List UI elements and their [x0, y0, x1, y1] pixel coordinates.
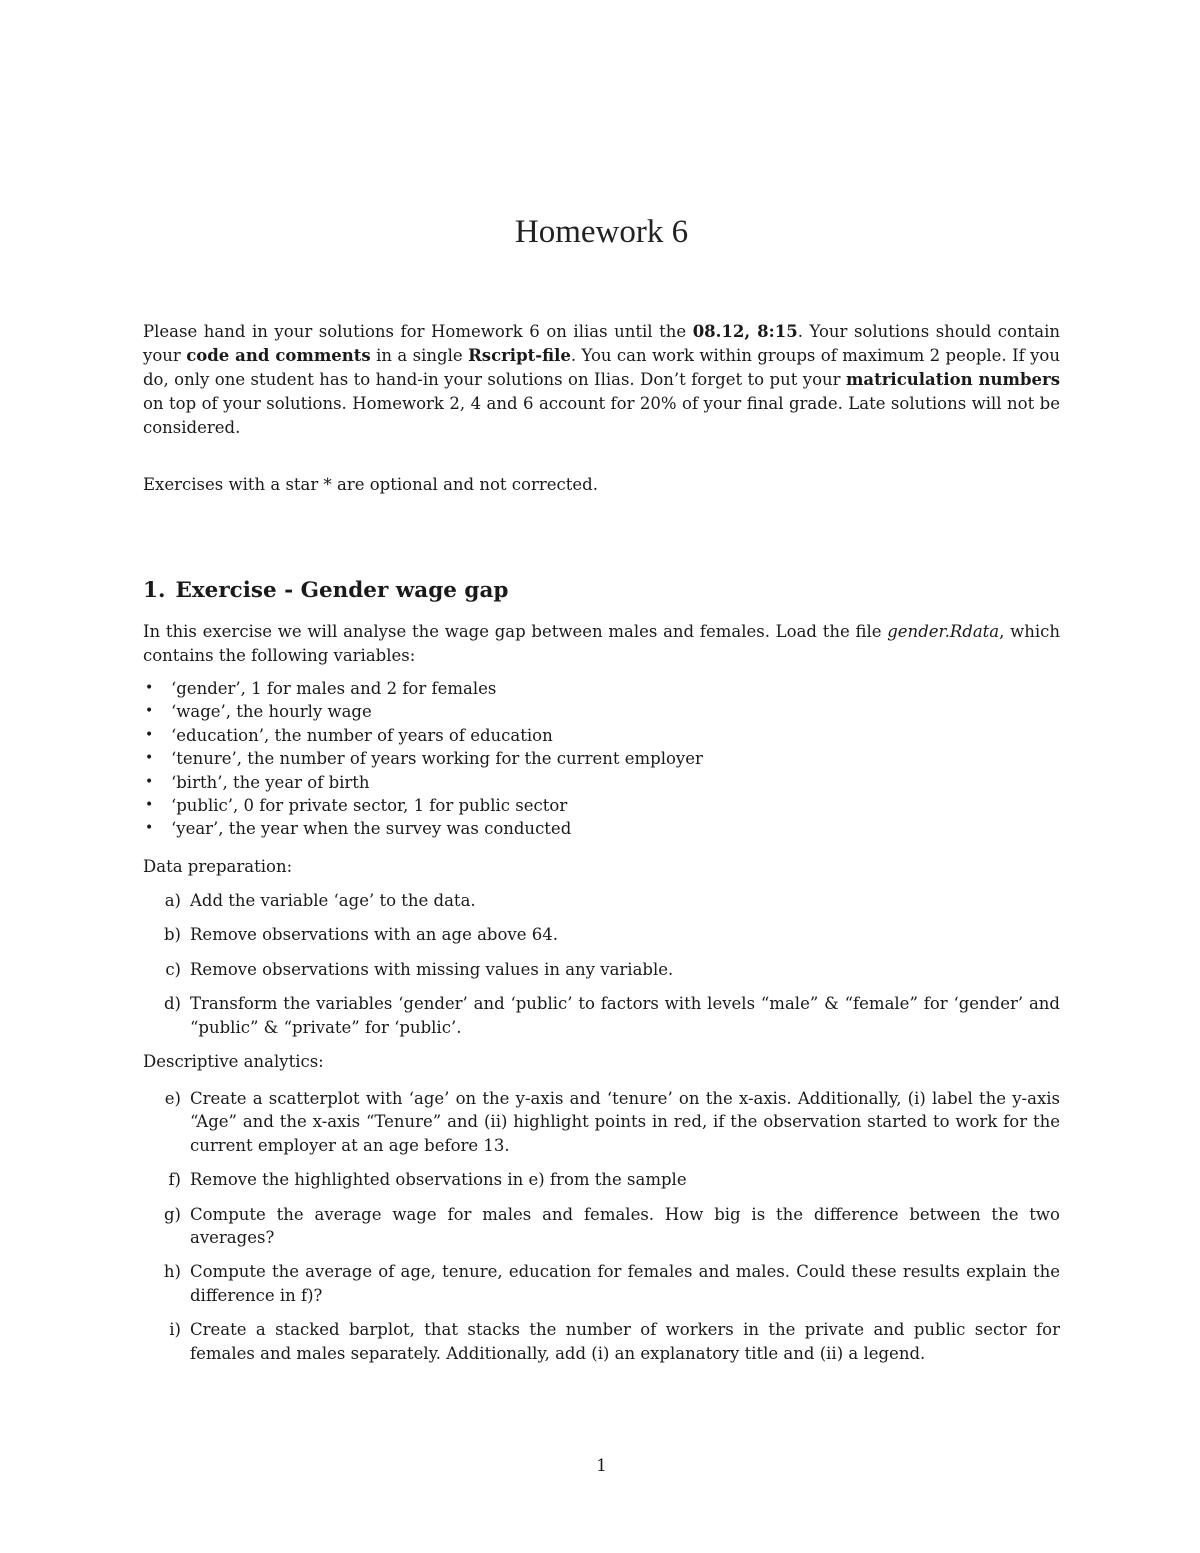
task-item — [143, 1260, 1060, 1307]
variable-text: ‘education’, the number of years of education — [171, 725, 553, 745]
variable-text: ‘public’, 0 for private sector, 1 for public sector — [171, 796, 568, 816]
page-number: 1 — [596, 1456, 607, 1475]
task-text: Remove observations with an age above 64. — [190, 925, 558, 945]
list-item — [143, 724, 703, 747]
section-title: Exercise - Gender wage gap — [175, 578, 509, 603]
section-heading — [143, 578, 508, 603]
intro-text-2: . Your solutions should contain your — [143, 322, 1060, 365]
bullet-icon: • — [145, 703, 154, 720]
task-text: Create a stacked barplot, that stacks the number of workers in the private and public sector for females and males separately. Additionally, add (i) an explanatory title and (ii) a legend. — [190, 1320, 1060, 1363]
task-item — [143, 923, 1060, 946]
variable-text: ‘year’, the year when the survey was conducted — [171, 819, 572, 839]
descriptive-analytics-tasks — [143, 1087, 1060, 1376]
task-marker: a) — [164, 891, 181, 910]
exercise-intro — [143, 620, 1060, 668]
list-item — [143, 747, 703, 770]
task-text: Remove the highlighted observations in e) from the sample — [190, 1170, 687, 1190]
task-item — [143, 1087, 1060, 1157]
bullet-icon: • — [145, 820, 154, 837]
section-number: 1. — [143, 578, 166, 603]
task-item — [143, 958, 1060, 981]
code-comments-emphasis: code and comments — [186, 346, 371, 365]
intro-text-1: Please hand in your solutions for Homework 6 on ilias until the — [143, 322, 693, 341]
variable-text: ‘tenure’, the number of years working for the current employer — [171, 749, 703, 769]
task-item — [143, 992, 1060, 1039]
optional-note: Exercises with a star * are optional and not corrected. — [143, 475, 598, 494]
task-text: Compute the average wage for males and females. How big is the difference between the two averages? — [190, 1204, 1060, 1248]
bullet-icon: • — [145, 750, 154, 767]
variable-text: ‘wage’, the hourly wage — [171, 702, 372, 722]
exercise-intro-text-1: In this exercise we will analyse the wage gap between males and females. Load the file — [143, 622, 888, 641]
task-marker: g) — [164, 1204, 181, 1224]
list-item — [143, 817, 703, 840]
task-marker: e) — [164, 1089, 181, 1108]
intro-text-5: on top of your solutions. Homework 2, 4 and 6 account for 20% of your final grade. Late solutions will not be considered. — [143, 394, 1060, 437]
deadline: 08.12, 8:15 — [692, 322, 798, 341]
task-item — [143, 1318, 1060, 1365]
intro-text-3: in a single — [370, 346, 469, 365]
data-file-name: gender.Rdata — [887, 622, 1000, 641]
bullet-icon: • — [145, 797, 154, 814]
task-text: Create a scatterplot with ‘age’ on the y-axis and ‘tenure’ on the x-axis. Additionally, (i) label the y-axis “Age” and the x-axis “Tenure” and (ii) highlight points in red, if the observation started to work for the current employer at an age before 13. — [190, 1089, 1060, 1155]
instructions-paragraph — [143, 320, 1060, 440]
task-item — [143, 1203, 1060, 1250]
variable-text: ‘gender’, 1 for males and 2 for females — [171, 679, 497, 698]
bullet-icon: • — [145, 773, 154, 790]
task-item — [143, 1168, 1060, 1191]
task-marker: c) — [165, 959, 181, 979]
bullet-icon: • — [145, 726, 154, 743]
task-text: Add the variable ‘age’ to the data. — [190, 891, 476, 910]
task-marker: f) — [168, 1170, 181, 1190]
descriptive-analytics-label: Descriptive analytics: — [143, 1052, 324, 1071]
task-item — [143, 889, 1060, 912]
task-text: Remove observations with missing values in any variable. — [190, 959, 674, 979]
task-text: Transform the variables ‘gender’ and ‘public’ to factors with levels “male” & “female” for ‘gender’ and “public” & “private” for ‘public’. — [190, 994, 1060, 1037]
list-item — [143, 677, 703, 700]
intro-text-4: . You can work within groups of maximum 2 people. If you do, only one student has to hand-in your solutions on Ilias. Don’t forget to put your — [143, 346, 1060, 389]
task-marker: i) — [169, 1320, 181, 1340]
task-marker: h) — [163, 1262, 181, 1282]
task-text: Compute the average of age, tenure, education for females and males. Could these results explain the difference in f)? — [190, 1262, 1060, 1305]
data-preparation-tasks — [143, 889, 1060, 1050]
task-marker: d) — [164, 994, 181, 1014]
matriculation-emphasis: matriculation numbers — [845, 370, 1060, 389]
exercise-intro-text-2: , which contains the following variables: — [143, 622, 1060, 665]
page-title: Homework 6 — [514, 214, 689, 250]
list-item — [143, 794, 703, 817]
rscript-emphasis: Rscript-file — [468, 346, 571, 365]
data-preparation-label: Data preparation: — [143, 857, 293, 876]
variable-text: ‘birth’, the year of birth — [171, 772, 370, 792]
list-item — [143, 700, 703, 723]
variable-list — [143, 677, 703, 841]
list-item — [143, 771, 703, 794]
bullet-icon: • — [145, 680, 154, 696]
task-marker: b) — [164, 925, 181, 945]
document-page — [143, 0, 1060, 1553]
